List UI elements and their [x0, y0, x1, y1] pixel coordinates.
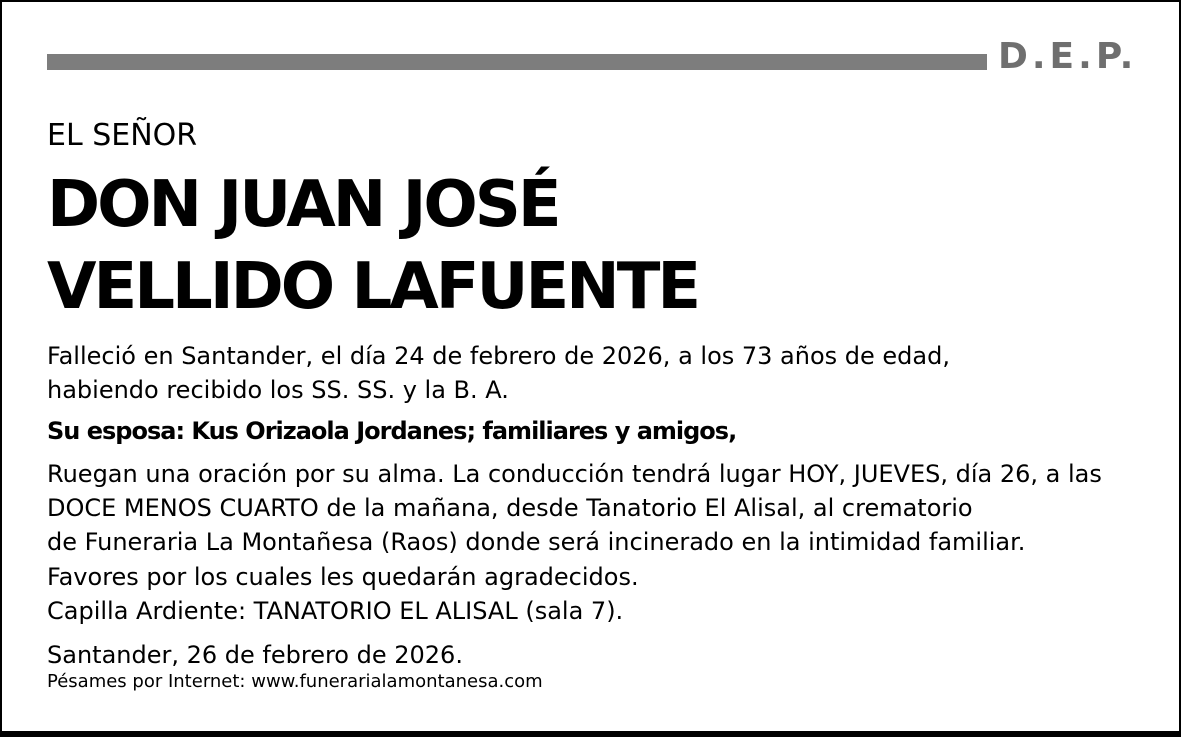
family-line: Su esposa: Kus Orizaola Jordanes; familiares y amigos, [47, 417, 737, 445]
condolences-link: Pésames por Internet: www.funerarialamontanesa.com [47, 671, 543, 692]
header-rule [47, 54, 987, 70]
body-line-3: de Funeraria La Montañesa (Raos) donde será incinerado en la intimidad familiar. [47, 528, 1026, 556]
dep-label: D.E.P. [998, 36, 1138, 77]
death-line-1: Falleció en Santander, el día 24 de febrero de 2026, a los 73 años de edad, [47, 342, 950, 370]
body-line-1: Ruegan una oración por su alma. La conducción tendrá lugar HOY, JUEVES, día 26, a las [47, 460, 1102, 488]
body-line-5: Capilla Ardiente: TANATORIO EL ALISAL (sala 7). [47, 597, 624, 625]
deceased-name-line-1: DON JUAN JOSÉ [47, 168, 559, 242]
place-date: Santander, 26 de febrero de 2026. [47, 641, 463, 669]
deceased-name-line-2: VELLIDO LAFUENTE [47, 250, 699, 324]
title-label: EL SEÑOR [47, 118, 198, 153]
death-line-2: habiendo recibido los SS. SS. y la B. A. [47, 376, 509, 404]
body-line-4: Favores por los cuales les quedarán agradecidos. [47, 563, 639, 591]
body-line-2: DOCE MENOS CUARTO de la mañana, desde Tanatorio El Alisal, al crematorio [47, 494, 973, 522]
